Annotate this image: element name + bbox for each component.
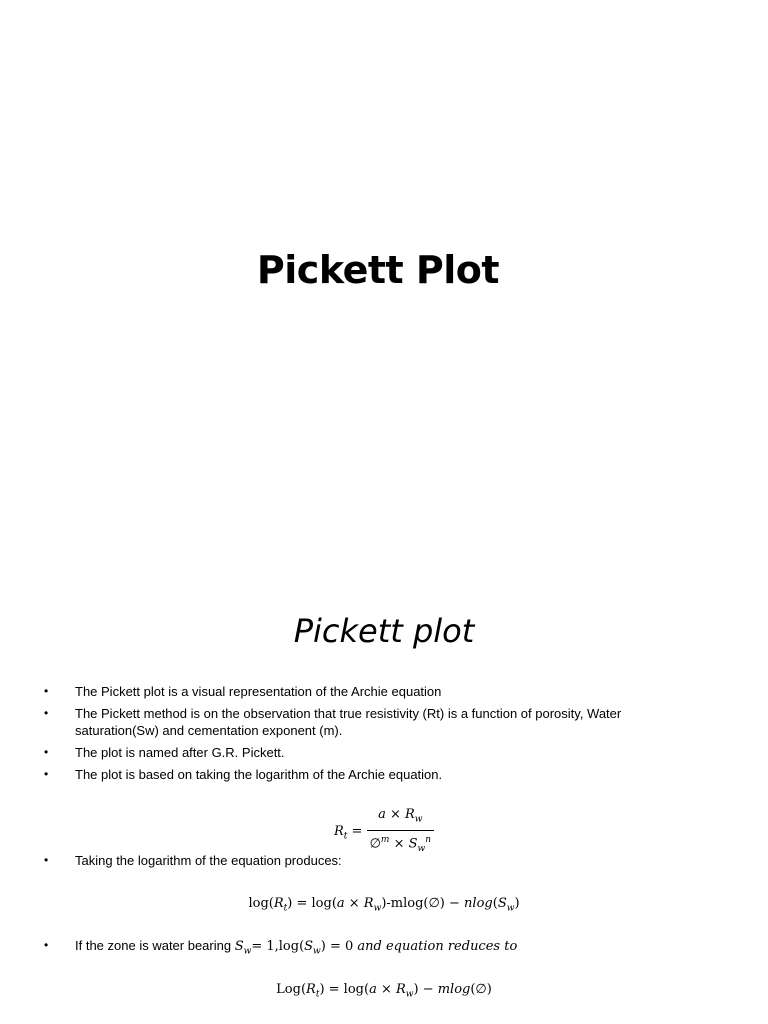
bullet-dot: • [44,745,49,759]
log-equation: $\log(R_t) = \log(a$ × $R_w)-mlog(\emptyset) - nlog(S_w)$ [248,896,520,914]
archie-equation [0,806,768,858]
bullet-text: If the zone is water bearing $S_w= 1,\log(S_w) = 0$ and equation reduces to [75,938,518,957]
bullet-dot: • [44,706,49,720]
reduced-equation: $Log(R_t) = \log(a \times R_w)$ − mlog(∅) [276,982,492,1000]
bullet-text: The plot is based on taking the logarithm of the Archie equation. [75,767,443,782]
eq-lhs-sub: t [343,831,348,842]
eq-numerator: $a \times R_w$ [367,806,434,831]
eq-fraction [367,806,434,858]
slide2-title: Pickett plot [293,612,475,650]
bullet-text: Taking the logarithm of the equation produces: [75,853,342,868]
bullet-text: The Pickett plot is a visual representation of the Archie equation [75,684,442,699]
bullet-dot: • [44,938,49,952]
bullet-text: The plot is named after G.R. Pickett. [75,745,285,760]
eq-denominator: ∅$^m$ × $S_w^n$ [369,834,432,854]
bullet-dot: • [44,684,49,698]
eq-lhs: R [333,824,344,840]
bullet-text: The Pickett method is on the observation that true resistivity (Rt) is a function of porosity, Water saturation(Sw) and cementation exponent (m). [75,706,622,738]
bullet-dot: • [44,767,49,781]
bullet-dot: • [44,853,49,867]
slide-title: Pickett Plot [256,248,500,292]
eq-equals: = [351,824,363,840]
